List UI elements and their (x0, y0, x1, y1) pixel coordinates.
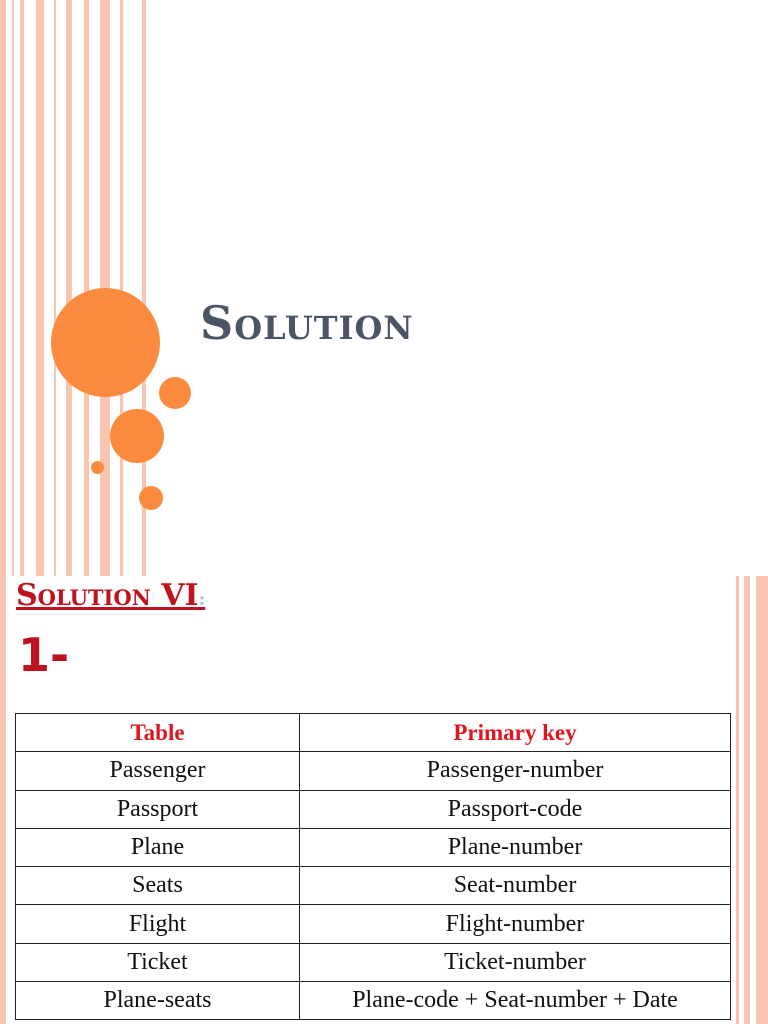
table-row (16, 943, 731, 981)
stripe (54, 0, 56, 576)
title-suffix: : (198, 589, 206, 610)
slide-title: Solution (200, 296, 414, 350)
table-cell: Passport (16, 790, 300, 828)
table-cell: Passport-code (300, 790, 731, 828)
item-number: 1- (18, 628, 70, 682)
table-cell: Plane (16, 828, 300, 866)
stripe (66, 0, 72, 576)
table-row (16, 790, 731, 828)
content-slide (0, 576, 768, 1024)
table-cell: Flight-number (300, 905, 731, 943)
stripe (36, 0, 44, 576)
table-cell: Flight (16, 905, 300, 943)
stripe (744, 576, 750, 1024)
table-cell: Passenger (16, 752, 300, 790)
table-row (16, 982, 731, 1020)
large-circle-decoration (51, 288, 160, 397)
table-cell: Ticket-number (300, 943, 731, 981)
primary-key-table (15, 713, 731, 1020)
table-row (16, 752, 731, 790)
table-row (16, 905, 731, 943)
stripe (736, 576, 739, 1024)
tiny-circle-decoration (91, 461, 104, 474)
stripe (120, 0, 123, 576)
table-header-row (16, 714, 731, 752)
stripe (12, 0, 14, 576)
table-cell: Passenger-number (300, 752, 731, 790)
stripe (20, 0, 24, 576)
column-header: Primary key (300, 714, 731, 752)
stripe (84, 0, 89, 576)
stripe (0, 576, 6, 1024)
small-circle-decoration (159, 377, 191, 409)
table-cell: Plane-code + Seat-number + Date (300, 982, 731, 1020)
stripe (756, 576, 768, 1024)
slide-title (16, 578, 205, 613)
stripe (0, 0, 6, 576)
column-header: Table (16, 714, 300, 752)
table-cell: Seats (16, 867, 300, 905)
table-row (16, 828, 731, 866)
small-circle-decoration (139, 486, 163, 510)
medium-circle-decoration (110, 409, 164, 463)
table-cell: Seat-number (300, 867, 731, 905)
table-cell: Ticket (16, 943, 300, 981)
table-cell: Plane-seats (16, 982, 300, 1020)
title-text: Solution VI (16, 578, 199, 613)
table-row (16, 867, 731, 905)
table-cell: Plane-number (300, 828, 731, 866)
